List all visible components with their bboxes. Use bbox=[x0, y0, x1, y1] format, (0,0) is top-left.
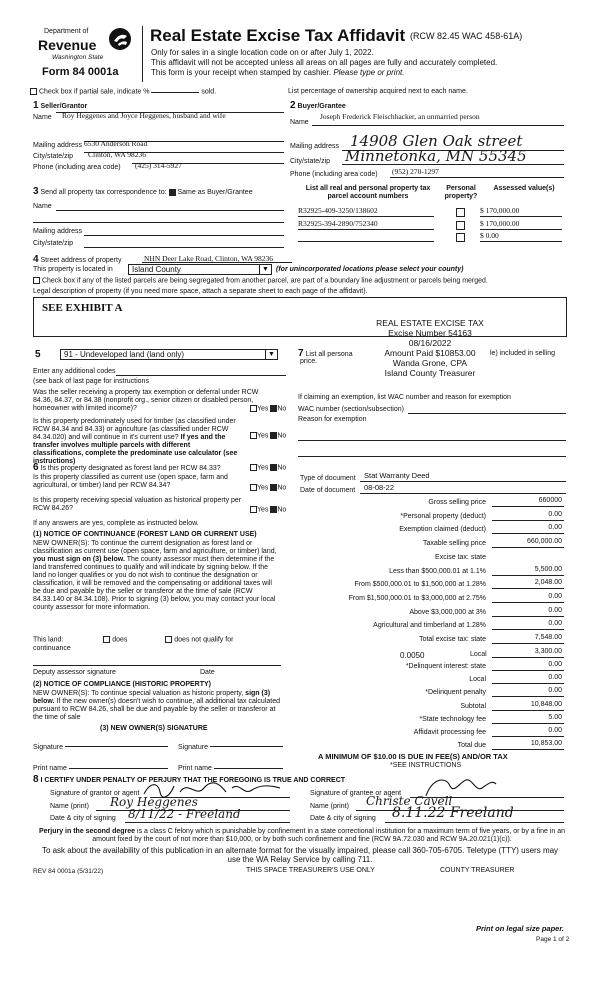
yes-label: Yes bbox=[257, 484, 269, 492]
header-divider bbox=[142, 26, 143, 82]
assessed-col-header: Assessed value(s) bbox=[493, 185, 555, 192]
notice1-body-a: NEW OWNER(S): To continue the current designation as forest land or classification as current use (open space, farm and agriculture, or timber) land, bbox=[33, 540, 277, 556]
tax-row-value[interactable]: 0.00 bbox=[548, 661, 562, 668]
doc-type-label: Type of document bbox=[300, 475, 356, 482]
seller-mailing-label: Mailing address bbox=[33, 142, 83, 149]
exemption-yes-no bbox=[250, 405, 286, 413]
tax-row-label: Agricultural and timberland at 1.28% bbox=[373, 622, 486, 630]
street-label: Street address of property bbox=[40, 257, 122, 264]
tax-row-label: Local bbox=[469, 676, 486, 684]
certify-text: I CERTIFY UNDER PENALTY OF PERJURY THAT THE FOREGOING IS TRUE AND CORRECT bbox=[40, 777, 346, 784]
tax-row-label: Total due bbox=[457, 742, 486, 750]
section8-num: 8 bbox=[33, 774, 39, 785]
notice2-body-a: NEW OWNER(S): To continue special valuation as historic property, bbox=[33, 690, 244, 697]
treasurer-only-label: THIS SPACE TREASURER'S USE ONLY bbox=[246, 867, 375, 874]
tax-row-value[interactable]: 10,853.00 bbox=[530, 740, 562, 748]
chevron-down-icon: ▼ bbox=[259, 265, 271, 274]
no-label: No bbox=[277, 405, 287, 413]
parcel-col-header: List all real and personal property tax parcel account numbers bbox=[305, 185, 431, 201]
stamp-line3: 08/16/2022 bbox=[408, 338, 452, 348]
tax-row-label: Above $3,000,000 at 3% bbox=[409, 608, 486, 616]
this-land-label: This land: bbox=[33, 636, 64, 644]
buyer-mailing-value[interactable]: 14908 Glen Oak street bbox=[350, 132, 523, 150]
does-not-qualify-checkbox[interactable] bbox=[165, 636, 172, 643]
segregated-label: Check box if any of the listed parcels are being segregated from another parcel, are part of a boundary line adjustment or parcels being merged. bbox=[41, 277, 488, 285]
continuance-label: continuance bbox=[33, 645, 71, 652]
stamp-line5: Wanda Grone, CPA bbox=[392, 358, 468, 368]
this-land-row bbox=[33, 636, 233, 644]
buyer-name-label: Name bbox=[290, 119, 309, 126]
grantor-name-label: Name (print) bbox=[50, 803, 89, 810]
dept-line1: Department of bbox=[44, 28, 89, 35]
tax-row-value[interactable]: 0.00 bbox=[548, 674, 562, 682]
tax-row-value[interactable]: 5.00 bbox=[548, 713, 562, 721]
corr-title: Send all property tax correspondence to: bbox=[40, 189, 167, 196]
tax-row-label: Exemption claimed (deduct) bbox=[399, 526, 486, 534]
tax-row-value[interactable]: 660000 bbox=[538, 497, 562, 504]
owner-signature-label-2: Signature bbox=[178, 744, 208, 751]
use-code-select[interactable] bbox=[60, 349, 278, 360]
street-row bbox=[33, 254, 121, 266]
notice2-body-b: sign (3) below. bbox=[33, 690, 271, 706]
historic-yes-no bbox=[250, 506, 286, 514]
county-select[interactable] bbox=[128, 264, 272, 275]
tax-row-label: Gross selling price bbox=[428, 499, 486, 506]
located-label: This property is located in bbox=[33, 266, 113, 273]
seller-phone-value[interactable]: (425) 314-5927 bbox=[135, 161, 182, 170]
no-label: No bbox=[277, 432, 287, 440]
county-value: Island County bbox=[132, 265, 181, 274]
tax-row-label: Less than $500,000.01 at 1.1% bbox=[389, 567, 486, 575]
seller-num: 1 bbox=[33, 100, 39, 111]
buyer-heading bbox=[290, 100, 346, 112]
county-note: (for unincorporated locations please select your county) bbox=[276, 266, 464, 273]
form-rcw: (RCW 82.45 WAC 458-61A) bbox=[410, 31, 523, 41]
form-number: Form 84 0001a bbox=[42, 66, 119, 78]
tax-row-value[interactable]: 5,500.00 bbox=[534, 565, 562, 573]
does-qualify-checkbox[interactable] bbox=[103, 636, 110, 643]
forest-question bbox=[33, 462, 253, 474]
tax-row-value[interactable]: 0.00 bbox=[548, 727, 562, 734]
chevron-down-icon: ▼ bbox=[265, 350, 277, 359]
seller-title: Seller/Grantor bbox=[40, 103, 88, 110]
local-rate[interactable]: 0.0050 bbox=[400, 651, 425, 660]
alt-format-note: To ask about the availability of this publication in an alternate format for the visually impaired, please call 360-705-6705. Teletype (TTY) users may use the WA Relay Service by calling 711. bbox=[41, 846, 559, 865]
doc-date-label: Date of document bbox=[300, 487, 356, 494]
tax-row-value[interactable]: 0.00 bbox=[548, 592, 562, 600]
segregated-checkbox[interactable] bbox=[33, 277, 40, 284]
list-percentage-note: List percentage of ownership acquired next to each name. bbox=[288, 88, 468, 95]
dept-line2: Revenue bbox=[38, 37, 97, 53]
stamp-line4: Amount Paid $10853.00 bbox=[384, 348, 476, 358]
parcel-number[interactable]: R32925-409-3250/138602 bbox=[298, 207, 434, 217]
grantee-signature-label: Signature of grantee or agent bbox=[310, 790, 402, 797]
partial-sale-row bbox=[30, 88, 216, 96]
notice1-heading: (1) NOTICE OF CONTINUANCE (FOREST LAND OR CURRENT USE) bbox=[33, 531, 257, 538]
stamp-line2: Excise Number 54163 bbox=[388, 328, 472, 338]
section7-num: 7 bbox=[298, 348, 304, 359]
section6-num: 6 bbox=[33, 462, 39, 473]
buyer-city-label: City/state/zip bbox=[290, 158, 331, 165]
tax-row-label: Taxable selling price bbox=[422, 540, 486, 548]
corr-name-label: Name bbox=[33, 203, 52, 210]
seller-heading bbox=[33, 100, 87, 112]
section7-price: price. bbox=[300, 358, 318, 365]
timber-yes-no bbox=[250, 432, 286, 440]
grantee-date-label: Date & city of signing bbox=[310, 815, 376, 822]
historic-question: Is this property receiving special valuation as historical property per RCW 84.26? bbox=[33, 497, 242, 513]
tax-row-value[interactable]: 10,848.00 bbox=[530, 700, 562, 708]
tax-row-label: Affidavit processing fee bbox=[413, 729, 486, 736]
notice1-body bbox=[33, 540, 281, 612]
timber-yes-checkbox[interactable] bbox=[250, 432, 257, 439]
grantor-date-value[interactable]: 8/11/22 - Freeland bbox=[128, 807, 241, 821]
minimum-due-note: A MINIMUM OF $10.00 IS DUE IN FEE(S) AND/OR TAX bbox=[318, 752, 508, 761]
personal-col-header: Personal property? bbox=[444, 185, 478, 201]
current-use-question: Is this property classified as current use (open space, farm and agricultural, or timber) land per RCW 84.34? bbox=[33, 474, 228, 490]
assessed-value[interactable]: $ 0.00 bbox=[480, 232, 562, 242]
seller-city-value[interactable]: Clinton, WA 98236 bbox=[88, 150, 146, 159]
current-use-yes-no bbox=[250, 484, 286, 492]
buyer-title: Buyer/Grantee bbox=[297, 103, 346, 110]
tax-row-label: Subtotal bbox=[460, 702, 486, 710]
notice2-heading: (2) NOTICE OF COMPLIANCE (HISTORIC PROPERTY) bbox=[33, 681, 211, 688]
form-title: Real Estate Excise Tax Affidavit bbox=[150, 26, 406, 45]
see-instructions-note: *SEE INSTRUCTIONS bbox=[390, 762, 462, 769]
partial-sale-label: Check box if partial sale, indicate % bbox=[38, 88, 150, 96]
deputy-date-label: Date bbox=[200, 669, 215, 676]
personal-property-checkbox[interactable] bbox=[456, 221, 465, 230]
parcel-number[interactable]: R32925-394-2890/752340 bbox=[298, 220, 434, 230]
seller-city-label: City/state/zip bbox=[33, 153, 74, 160]
grantor-name-value[interactable]: Roy Heggenes bbox=[110, 795, 198, 809]
forest-question-text: Is this property designated as forest land per RCW 84.33? bbox=[40, 465, 221, 472]
wac-label: WAC number (section/subsection) bbox=[298, 406, 404, 413]
owner-signature-label-1: Signature bbox=[33, 744, 63, 751]
page-number: Page 1 of 2 bbox=[536, 936, 570, 943]
buyer-city-value[interactable]: Minnetonka, MN 55345 bbox=[345, 147, 527, 165]
assessed-value[interactable]: $ 170,000.00 bbox=[480, 207, 562, 217]
does-label: does bbox=[112, 636, 128, 644]
forest-yes-no bbox=[250, 464, 286, 472]
notice1-body-c: The county assessor must then determine if the land transferred continues to qualify and will indicate by signing below. If the land no longer qualifies or you do not wish to continue the designation or classification, it will be removed and the compensating or additional taxes will be due and payable by the seller or transferor at the time of sale (RCW 84.33.140 or 84.34.108). Prior to signing (3) below, you may contact your local county assessor for more information. bbox=[33, 556, 276, 612]
additional-codes-label: Enter any additional codes bbox=[33, 368, 116, 375]
does-not-label: does not qualify for bbox=[174, 636, 234, 644]
tax-row-label: Total excise tax: state bbox=[419, 636, 486, 643]
tax-row-value[interactable]: 0.00 bbox=[548, 510, 562, 518]
tax-row-value[interactable]: 0.00 bbox=[548, 524, 562, 532]
perjury-note bbox=[28, 828, 576, 844]
seller-name-value[interactable]: Roy Heggenes and Joyce Heggenes, husband and wife bbox=[62, 111, 226, 120]
use-code-value: 91 - Undeveloped land (land only) bbox=[64, 350, 185, 359]
header-note-1: Only for sales in a single location code on or after July 1, 2022. bbox=[151, 48, 374, 57]
notice3-heading: (3) NEW OWNER(S) SIGNATURE bbox=[100, 725, 208, 732]
grantor-signature-label: Signature of grantor or agent bbox=[50, 790, 140, 797]
notice2-body-c: If the new owner(s) doesn't wish to continue, all additional tax calculated pursuant to RCW 84.26, shall be due and payable by the seller or transferor at the time of sale bbox=[33, 698, 281, 722]
owner-print-label-2: Print name bbox=[178, 765, 212, 772]
street-num: 4 bbox=[33, 254, 39, 265]
perjury-note-b: is a class C felony which is punishable by confinement in a state correctional institution for a maximum term of five years, or by a fine in an amount fixed by the court of not more than $10,000, or by both such confinement and fine (RCW 9A.72.030 and RCW 9A.20.021(1)(c)). bbox=[92, 828, 566, 844]
perjury-note-a: Perjury in the second degree bbox=[38, 828, 136, 835]
timber-question bbox=[33, 418, 239, 466]
wa-logo-icon bbox=[108, 26, 132, 52]
treasurer-stamp bbox=[340, 318, 520, 378]
exemption-claim-label: If claiming an exemption, list WAC number and reason for exemption bbox=[298, 394, 511, 401]
seller-name-label: Name bbox=[33, 114, 52, 121]
grantee-date-value[interactable]: 8.11.22 Freeland bbox=[392, 805, 514, 821]
county-treasurer-label: COUNTY TREASURER bbox=[440, 867, 515, 874]
current-use-yes-checkbox[interactable] bbox=[250, 484, 257, 491]
section5-num: 5 bbox=[35, 349, 41, 360]
buyer-mailing-label: Mailing address bbox=[290, 143, 340, 150]
header-note-2: This affidavit will not be accepted unless all areas on all pages are fully and accurately completed. bbox=[151, 58, 498, 67]
correspondence-heading bbox=[33, 186, 253, 198]
yes-label: Yes bbox=[257, 432, 269, 440]
yes-label: Yes bbox=[257, 506, 269, 514]
print-legal-note: Print on legal size paper. bbox=[476, 924, 564, 933]
tax-row-label: *Delinquent interest: state bbox=[405, 663, 486, 670]
corr-city-label: City/state/zip bbox=[33, 240, 74, 247]
no-label: No bbox=[277, 506, 287, 514]
tax-row-label: From $500,000.01 to $1,500,000 at 1.28% bbox=[354, 581, 486, 589]
timber-question-text: Is this property predominately used for timber (as classified under RCW 84.34 and 84.33) or agriculture (as classified under RCW 84.34.020) and will continue in it's current use? bbox=[33, 418, 236, 442]
dor-logo bbox=[30, 26, 138, 82]
tax-row-value[interactable]: 0.00 bbox=[548, 687, 562, 695]
assessed-value[interactable]: $ 170,000.00 bbox=[480, 220, 562, 230]
personal-property-checkbox[interactable] bbox=[456, 233, 465, 242]
doc-date-value[interactable]: 08-08-22 bbox=[364, 483, 395, 492]
tax-row-label: *Delinquent penalty bbox=[425, 689, 486, 697]
owner-print-label-1: Print name bbox=[33, 765, 67, 772]
header-note-3a: This form is your receipt when stamped by cashier. bbox=[151, 68, 332, 77]
buyer-name-value[interactable]: Joseph Frederick Fleischhacker, an unmarried person bbox=[320, 112, 480, 121]
tax-row-label: *State technology fee bbox=[419, 715, 486, 723]
stamp-line6: Island County Treasurer bbox=[384, 368, 476, 378]
reason-label: Reason for exemption bbox=[298, 416, 367, 423]
no-label: No bbox=[277, 464, 287, 472]
buyer-phone-value[interactable]: (952) 270-1297 bbox=[392, 167, 439, 176]
partial-sold-label: sold. bbox=[201, 88, 217, 96]
header-note-3 bbox=[151, 68, 404, 77]
same-as-buyer-checkbox[interactable] bbox=[169, 189, 176, 196]
parcel-number[interactable] bbox=[298, 232, 434, 242]
grantee-name-value[interactable]: Christe Cavell bbox=[366, 794, 453, 808]
tax-row-label: Excise tax: state bbox=[435, 553, 486, 561]
yes-label: Yes bbox=[257, 405, 269, 413]
historic-yes-checkbox[interactable] bbox=[250, 506, 257, 513]
section7-text-b: le) included in selling bbox=[490, 350, 555, 357]
tax-row-value[interactable]: 7,548.00 bbox=[534, 634, 562, 641]
segregated-row bbox=[33, 277, 488, 285]
deputy-signature-label: Deputy assessor signature bbox=[33, 669, 116, 676]
if-yes-note: If any answers are yes, complete as instructed below. bbox=[33, 520, 199, 527]
buyer-num: 2 bbox=[290, 100, 296, 111]
no-label: No bbox=[277, 484, 287, 492]
personal-property-checkbox[interactable] bbox=[456, 208, 465, 217]
dept-line3: Washington State bbox=[52, 54, 104, 61]
timber-question-note: If yes and the transfer involves multiple parcels with different classifications, complete the predominate use calculator (see instructions) bbox=[33, 434, 238, 466]
tax-row-value[interactable]: 2,048.00 bbox=[534, 579, 562, 587]
notice1-body-b: you must sign on (3) below. bbox=[33, 556, 125, 564]
stamp-line1: REAL ESTATE EXCISE TAX bbox=[376, 318, 484, 328]
exemption-yes-checkbox[interactable] bbox=[250, 405, 257, 412]
rev-number: REV 84 0001a (5/31/22) bbox=[33, 868, 104, 875]
notice2-body bbox=[33, 690, 283, 722]
same-as-buyer-label: Same as Buyer/Grantee bbox=[177, 189, 253, 196]
buyer-phone-label: Phone (including area code) bbox=[290, 171, 378, 178]
tax-row-label: From $1,500,000.01 to $3,000,000 at 2.75% bbox=[348, 594, 486, 602]
grantor-date-label: Date & city of signing bbox=[50, 815, 116, 822]
seller-mailing-value[interactable]: 6530 Anderson Road bbox=[84, 139, 148, 148]
street-value[interactable]: NHN Deer Lake Road, Clinton, WA 98236 bbox=[144, 254, 274, 263]
header-note-3b: Please type or print. bbox=[333, 68, 405, 77]
legal-value: SEE EXHIBIT A bbox=[42, 302, 123, 314]
grantee-name-label: Name (print) bbox=[310, 803, 349, 810]
yes-label: Yes bbox=[257, 464, 269, 472]
tax-row-value[interactable]: 0.00 bbox=[548, 620, 562, 628]
corr-num: 3 bbox=[33, 186, 39, 197]
legal-label: Legal description of property (if you need more space, attach a separate sheet to each page of the affidavit). bbox=[33, 288, 368, 295]
tax-row-value[interactable]: 0.00 bbox=[548, 606, 562, 614]
partial-sale-checkbox[interactable] bbox=[30, 88, 37, 95]
forest-yes-checkbox[interactable] bbox=[250, 464, 257, 471]
section7-text-a: List all persona bbox=[305, 351, 353, 358]
local-label: Local bbox=[470, 651, 487, 658]
seller-phone-label: Phone (including area code) bbox=[33, 164, 121, 171]
exemption-question: Was the seller receiving a property tax exemption or deferral under RCW 84.36, 84.37, or 84.38 (nonprofit org., senior citizen or disabled person, homeowner with limited income)? bbox=[33, 389, 259, 413]
local-value[interactable]: 3,300.00 bbox=[534, 648, 562, 655]
doc-type-value[interactable]: Stat Warranty Deed bbox=[364, 471, 430, 480]
tax-row-label: *Personal property (deduct) bbox=[400, 512, 486, 520]
corr-mailing-label: Mailing address bbox=[33, 228, 83, 235]
tax-row-value[interactable]: 660,000.00 bbox=[526, 538, 562, 546]
see-back-label: (see back of last page for instructions bbox=[33, 378, 149, 385]
